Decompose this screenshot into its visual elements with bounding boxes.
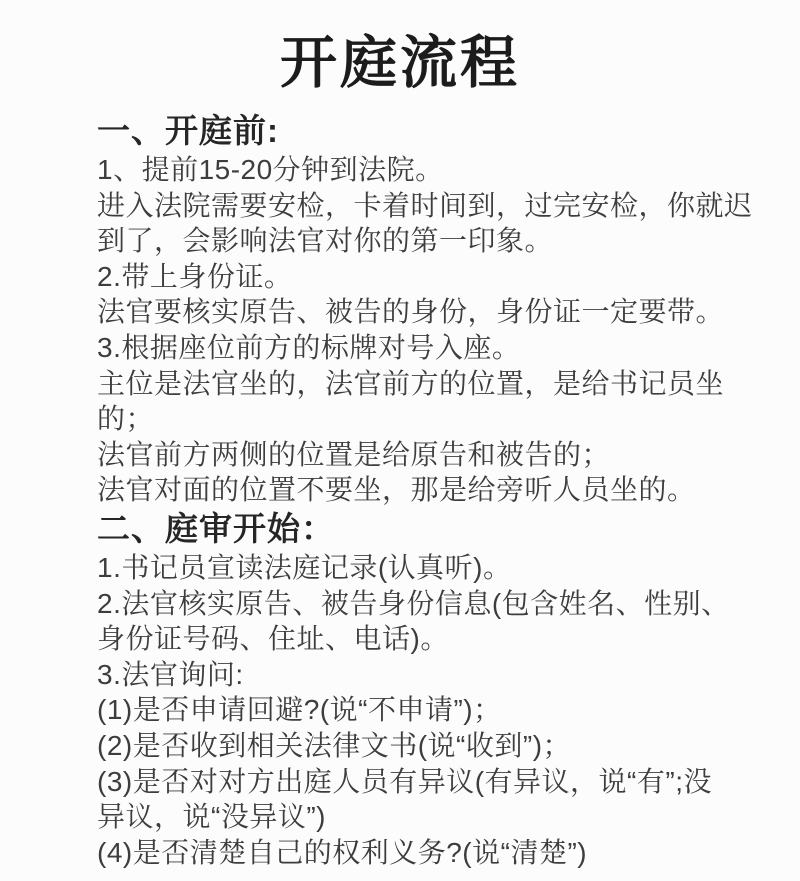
text-line: (1)是否申请回避?(说“不申请”)； [97,694,502,726]
text-line: 主位是法官坐的，法官前方的位置，是给书记员坐 [97,367,725,399]
text-line: 身份证号码、住址、电话)。 [97,623,449,655]
text-line: 1、提前15-20分钟到法院。 [97,154,444,185]
document-body [0,110,800,870]
text-line: 到了，会影响法官对你的第一印象。 [97,225,554,257]
section-heading: 一、开庭前: [97,112,279,149]
text-line: (4)是否清楚自己的权利义务?(说“清楚”) [97,836,588,868]
text-line: 法官前方两侧的位置是给原告和被告的； [97,438,611,470]
text-line: (3)是否对对方出庭人员有异议(有异议，说“有”;没 [97,765,712,797]
section-hearing-start [97,508,752,870]
text-line: 异议，说“没异议”) [97,801,326,833]
text-line: 3.法官询问: [97,658,244,690]
text-line: 进入法院需要安检，卡着时间到，过完安检，你就迟 [97,189,753,221]
text-line: 2.法官核实原告、被告身份信息(包含姓名、性别、 [97,587,730,619]
text-line: 3.根据座位前方的标牌对号入座。 [97,331,521,363]
text-line: 2.带上身份证。 [97,260,293,292]
text-line: 1.书记员宣读法庭记录(认真听)。 [97,551,512,583]
section-before-hearing [97,110,752,508]
text-line: 法官对面的位置不要坐，那是给旁听人员坐的。 [97,474,696,506]
text-line: 法官要核实原告、被告的身份，身份证一定要带。 [97,296,725,328]
section-heading: 二、庭审开始： [97,509,335,547]
text-line: 的； [97,403,155,435]
page-title: 开庭流程 [280,31,520,95]
text-line: (2)是否收到相关法律文书(说“收到”)； [97,729,572,761]
